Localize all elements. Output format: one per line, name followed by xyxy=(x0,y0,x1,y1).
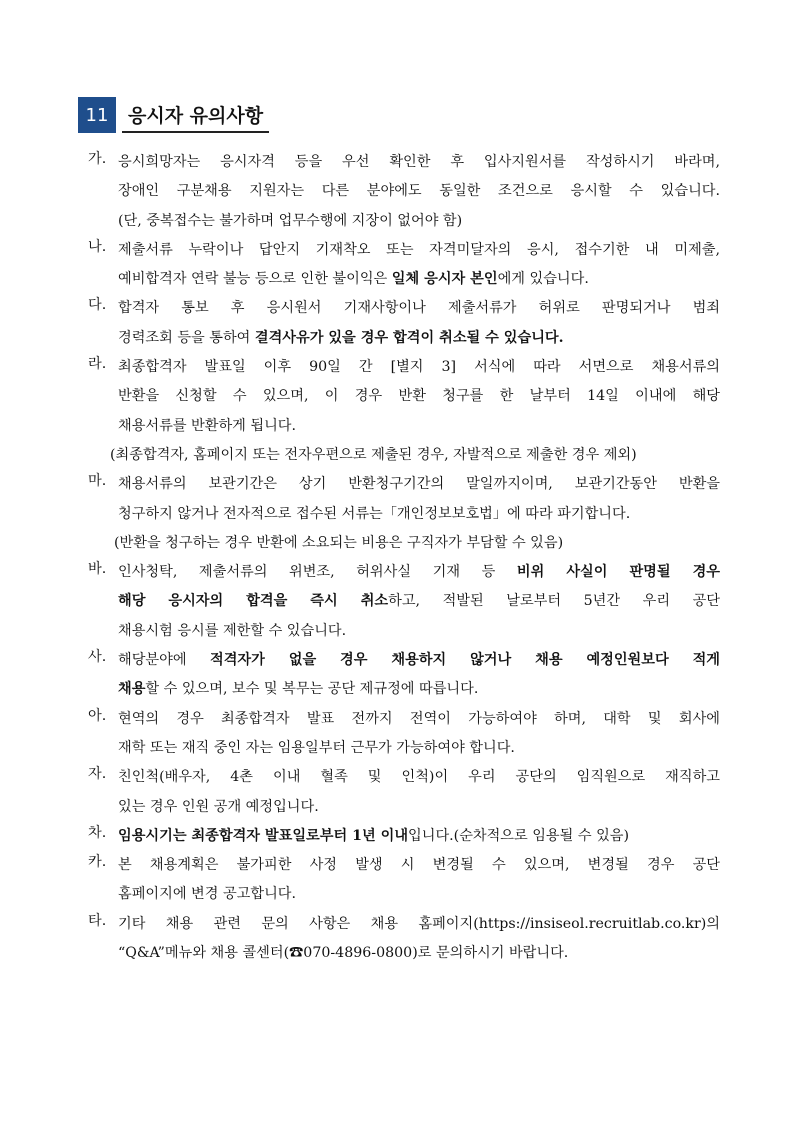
section-title: 응시자 유의사항 xyxy=(122,97,269,133)
section-number: 11 xyxy=(78,97,116,133)
item-marker: 차. xyxy=(88,824,107,841)
item-emphasis: 비위 사실이 판명될 경우 xyxy=(516,564,720,581)
item-line xyxy=(118,265,720,294)
notice-item-ma xyxy=(88,470,720,529)
item-line: 최종합격자 발표일 이후 90일 간 [별지 3] 서식에 따라 서면으로 채용서류의 xyxy=(118,359,720,376)
item-text: 할 수 있으며, 보수 및 복무는 공단 제규정에 따릅니다. xyxy=(145,681,479,698)
item-line: 채용서류를 반환하게 됩니다. xyxy=(118,417,296,434)
item-line: 있는 경우 인원 공개 예정입니다. xyxy=(118,798,319,815)
notice-list xyxy=(88,148,720,968)
notice-item-a xyxy=(88,705,720,764)
notice-item-cha xyxy=(88,822,720,851)
item-marker: 라. xyxy=(88,356,107,373)
notice-item-ba xyxy=(88,558,720,646)
item-line xyxy=(118,646,720,675)
item-text: 예비합격자 연락 불능 등으로 인한 불이익은 xyxy=(118,271,392,288)
item-line: 제출서류 누락이나 답안지 기재착오 또는 자격미달자의 응시, 접수기한 내 미제출, xyxy=(118,241,720,258)
item-emphasis: 적격자가 없을 경우 채용하지 않거나 채용 예정인원보다 적게 xyxy=(210,652,720,669)
item-marker: 다. xyxy=(88,297,107,314)
notice-item-ja xyxy=(88,763,720,822)
item-marker: 카. xyxy=(88,854,107,871)
notice-item-sa xyxy=(88,646,720,705)
item-marker: 나. xyxy=(88,238,107,255)
item-text: 경력조회 등을 통하여 xyxy=(118,329,255,346)
notice-item-na xyxy=(88,236,720,295)
item-marker: 자. xyxy=(88,766,107,783)
item-line: 합격자 통보 후 응시원서 기재사항이나 제출서류가 허위로 판명되거나 범죄 xyxy=(118,300,720,317)
item-emphasis: 임용시기는 최종합격자 발표일로부터 1년 이내 xyxy=(118,827,409,844)
item-line: “Q&A”메뉴와 채용 콜센터(☎070-4896-0800)로 문의하시기 바랍니다. xyxy=(118,945,569,962)
item-line: 친인척(배우자, 4촌 이내 혈족 및 인척)이 우리 공단의 임직원으로 재직하고 xyxy=(118,769,720,786)
item-line: 홈페이지에 변경 공고합니다. xyxy=(118,886,296,903)
item-line: 반환을 신청할 수 있으며, 이 경우 반환 청구를 한 날부터 14일 이내에 해당 xyxy=(118,388,720,405)
item-marker: 바. xyxy=(88,561,107,578)
notice-item-ga xyxy=(88,148,720,236)
notice-item-da xyxy=(88,294,720,353)
item-text: 에게 있습니다. xyxy=(497,271,589,288)
item-marker: 가. xyxy=(88,151,107,167)
item-marker: 마. xyxy=(88,473,107,490)
item-emphasis: 일체 응시자 본인 xyxy=(391,271,498,288)
notice-item-ta xyxy=(88,910,720,969)
item-line: 청구하지 않거나 전자적으로 접수된 서류는「개인정보보호법」에 따라 파기합니다. xyxy=(118,505,631,522)
item-line: 채용서류의 보관기간은 상기 반환청구기간의 말일까지이며, 보관기간동안 반환을 xyxy=(118,476,720,493)
item-text: 입니다.(순차적으로 임용될 수 있음) xyxy=(408,827,630,844)
item-line xyxy=(118,822,720,851)
item-emphasis: 결격사유가 있을 경우 합격이 취소될 수 있습니다. xyxy=(254,329,564,346)
item-line: 본 채용계획은 불가피한 사정 발생 시 변경될 수 있으며, 변경될 경우 공단 xyxy=(118,857,720,874)
notice-item-ka xyxy=(88,851,720,910)
item-line xyxy=(118,558,720,587)
item-line: (단, 중복접수는 불가하며 업무수행에 지장이 없어야 함) xyxy=(118,212,463,229)
item-marker: 타. xyxy=(88,912,107,929)
item-marker: 사. xyxy=(88,649,107,666)
item-note: (반환을 청구하는 경우 반환에 소요되는 비용은 구직자가 부담할 수 있음) xyxy=(114,534,564,551)
item-line xyxy=(118,675,720,704)
item-line: 응시희망자는 응시자격 등을 우선 확인한 후 입사지원서를 작성하시기 바라며, xyxy=(118,154,720,170)
item-line: 재학 또는 재직 중인 자는 임용일부터 근무가 가능하여야 합니다. xyxy=(118,739,515,756)
item-text: 해당분야에 xyxy=(118,652,211,669)
notice-item-ra xyxy=(88,353,720,441)
item-marker: 아. xyxy=(88,707,107,724)
item-line: 장애인 구분채용 지원자는 다른 분야에도 동일한 조건으로 응시할 수 있습니다. xyxy=(118,183,720,200)
item-emphasis: 채용 xyxy=(118,681,146,698)
item-text: 인사청탁, 제출서류의 위변조, 허위사실 기재 등 xyxy=(118,564,517,581)
item-line: 채용시험 응시를 제한할 수 있습니다. xyxy=(118,622,347,639)
item-line: 기타 채용 관련 문의 사항은 채용 홈페이지(https://insiseol.recruitlab.co.kr)의 xyxy=(118,915,720,932)
item-text: 하고, 적발된 날로부터 5년간 우리 공단 xyxy=(388,593,720,610)
item-emphasis: 해당 응시자의 합격을 즉시 취소 xyxy=(118,593,389,610)
section-header xyxy=(78,97,269,133)
item-line: 현역의 경우 최종합격자 발표 전까지 전역이 가능하여야 하며, 대학 및 회사에 xyxy=(118,710,720,727)
item-line xyxy=(118,324,720,353)
item-line xyxy=(118,587,720,616)
item-note: (최종합격자, 홈페이지 또는 전자우편으로 제출된 경우, 자발적으로 제출한 경우 제외) xyxy=(110,446,637,463)
